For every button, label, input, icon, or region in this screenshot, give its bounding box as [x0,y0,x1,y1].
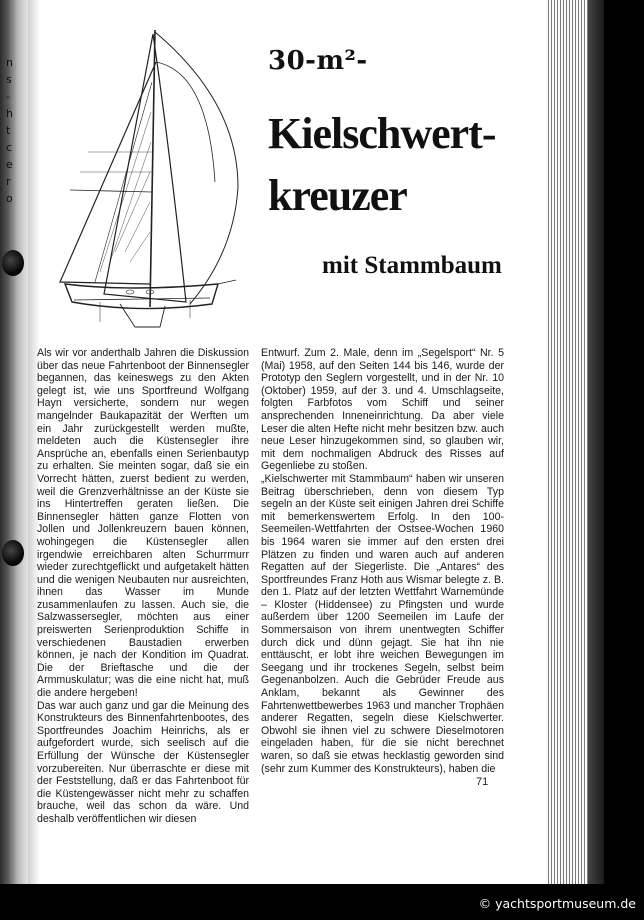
text-column-right [261,347,504,775]
binder-ring [2,250,24,276]
right-border [604,0,644,884]
paragraph: Als wir vor anderthalb Jahren die Diskussion über das neue Fahrtenboot der Binnensegler begannen, das keineswegs zu den Akten gelegt ist, wie uns Sportfreund Wolfgang Hayn versicherte, sondern nur wegen mangelnder Baukapazität der Werften um ein Jahr zurückgestellt werden mußte, meldeten auch die Küstensegler ihre Ansprüche an, ebenfalls einen Serienbautyp zu erhalten. Sie meinten sogar, daß sie ein Vorrecht hätten, zuerst bedient zu werden, weil die Grenzverhältnisse an der Küste sie ins Hintertreffen geraten ließen. Die Binnensegler hätten ganze Flotten von Jollen und Jollenkreuzern bauen können, wohingegen die Küstensegler allen irgendwie erreichbaren alten Schurrmurr wieder zurechtgeflickt und aufgetakelt hätten und die wenigen Neubauten nur ausreichten, ihnen das Wasser im Munde zusammenlaufen zu lassen. Auch sie, die Salzwassersegler, möchten aus einer preiswerten Serienproduktion Schiffe in verschiedenen Baustadien erwerben können, je nach der Kondition im Quadrat. Die der Brieftasche und die der Armmuskulatur; was die eine nicht hat, muß die andere hergeben! [37,347,249,700]
page-number: 71 [476,776,489,788]
title-line-1: 30-m²- [268,46,368,76]
title-line-2: Kielschwert- [268,109,496,158]
left-page-letter: h [6,107,13,120]
left-page-letter: t [6,124,11,137]
title-line-3: kreuzer [268,171,407,220]
left-page-letter: n [6,56,13,69]
paragraph: „Kielschwerter mit Stammbaum“ haben wir unseren Beitrag überschrieben, denn von diesem Typ segeln an der Küste seit einigen Jahren drei Schiffe mit bemerkenswertem Erfolg. In den 100-Seemeilen-Wettfahrten der Ostsee-Wochen 1960 bis 1964 waren sie immer auf den ersten drei Plätzen zu finden und waren auch auf anderen Regatten auf der Siegerliste. Die „Antares“ des Sportfreundes Franz Hoth aus Wismar belegte z. B. den 1. Platz auf der letzten Wettfahrt Warnemünde – Kloster (Hiddensee) zu Pfingsten und wurde außerdem über 1200 Seemeilen im Laufe der Sommersaison von ihrem unentwegten Schiffer durch dick und dünn gejagt. Sie hat ihn nie enttäuscht, er lobt ihre weichen Bewegungen im Seegang und ihr trockenes Segeln, selbst beim Gegenanbolzen. Auch die Gebrüder Freude aus Anklam, bekannt als Gewinner des Fahrtenwettbewerbes 1963 und mancher Trophäen anderer Regatten, segeln diese Kielschwerter. Obwohl sie ihnen viel zu schwere Dieselmotoren eingeladen haben, für die sie nicht berechnet waren, so daß sie etwas hecklastig geworden sind (sehr zum Kummer des Konstrukteurs), haben die [261,472,504,775]
binder-ring [2,540,24,566]
subtitle: mit Stammbaum [322,252,502,279]
left-page-fragment [6,54,16,207]
paragraph: Entwurf. Zum 2. Male, denn im „Segelsport“ Nr. 5 (Mai) 1958, auf den Seiten 144 bis 146, wurde der Prototyp den Seglern vorgestellt, und in der Nr. 10 (Oktober) 1959, auf der 3. und 4. Umschlagseite, folgten Farbfotos vom Schiff und seiner ansprechenden Inneneinrichtung. Da aber viele Leser die alten Hefte nicht mehr besitzen bzw. auch neue Leser hinzugekommen sind, so glauben wir, mit dem nochmaligen Abdruck des Risses auf Gegenliebe zu stoßen. [261,347,504,473]
left-page-letter: r [6,175,11,188]
left-page-letter: c [6,141,13,154]
text-column-left [37,347,249,826]
sailboat-drawing [40,22,250,342]
left-page-letter: - [6,90,10,103]
copyright-credit: © yachtsportmuseum.de [478,896,636,911]
left-page-letter: s [6,73,12,86]
left-page-letter: e [6,158,13,171]
left-page-letter: o [6,192,13,205]
paragraph: Das war auch ganz und gar die Meinung des Konstrukteurs des Binnenfahrtenbootes, des Sportfreundes Joachim Heinrichs, als er aufgefordert wurde, sich seelisch auf die Erfüllung der Wünsche der Küstensegler vorzubereiten. Nur überraschte er diese mit der Feststellung, daß er das Fahrtenboot für die Küstengewässer nicht mehr zu schaffen brauche, weil das schon da wäre. Und deshalb veröffentlichen wir diesen [37,699,249,825]
